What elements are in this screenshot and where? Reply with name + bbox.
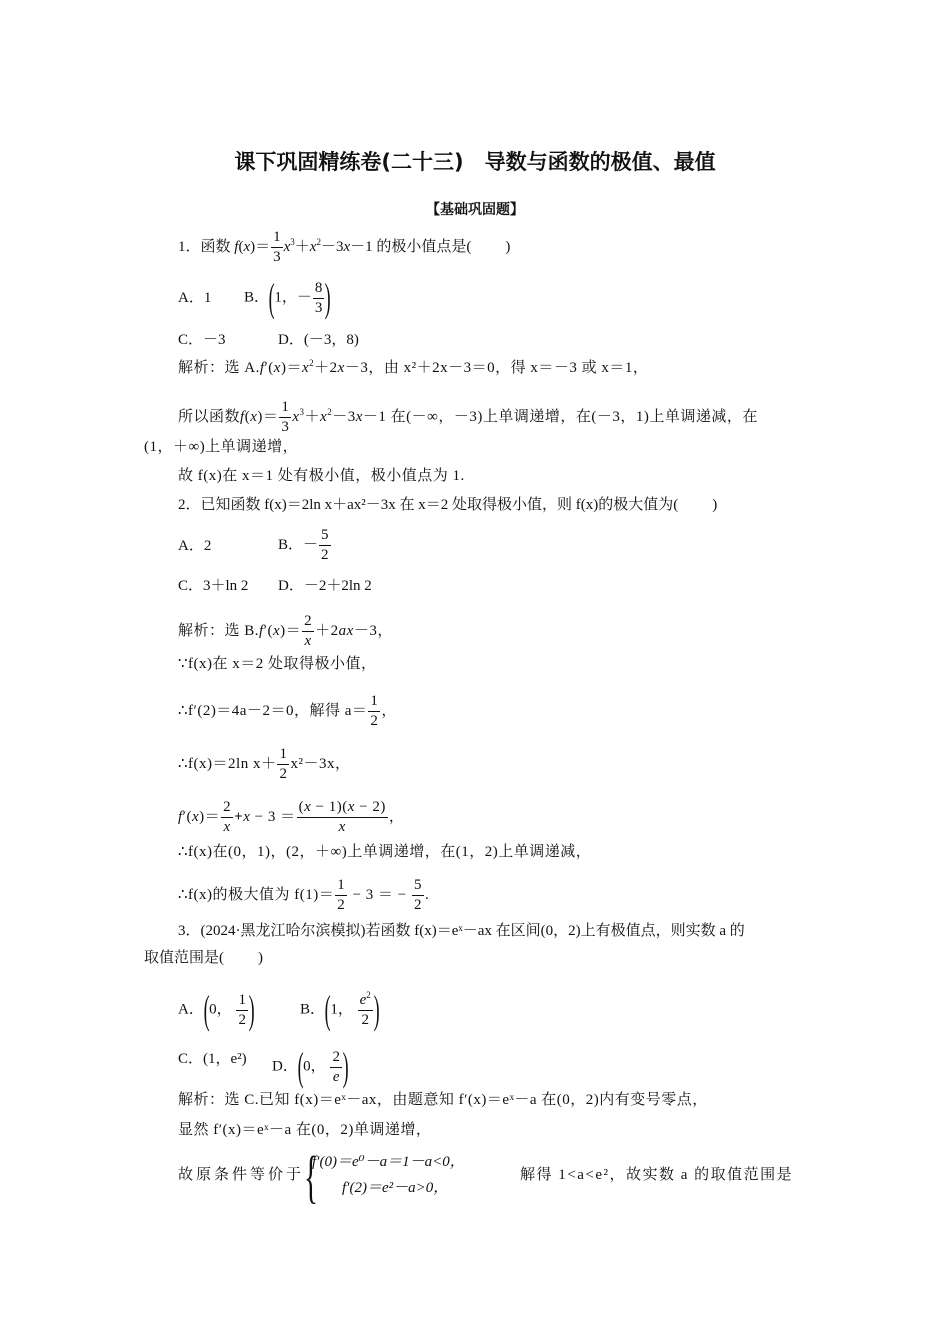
q2-option-c: C．3＋ln 2: [178, 578, 249, 594]
q1-option-a: A．1: [178, 290, 212, 306]
q3-system-row2: f′(2)＝e²－a>0，: [342, 1180, 449, 1196]
q2-option-d: D．－2＋2ln 2: [278, 578, 372, 594]
q3-solution-line3-prefix: 故原条件等价于: [178, 1167, 305, 1183]
q3-stem-line1: 3．(2024·黑龙江哈尔滨模拟)若函数 f(x)＝eˣ－ax 在区间(0，2)上有极值点，则实数 a 的: [178, 923, 745, 939]
q2-solution-line6: ∴f(x)在(0，1)，(2，＋∞)上单调递增，在(1，2)上单调递减，: [178, 844, 592, 860]
q3-system-row1: f′(0)＝e⁰－a＝1－a<0，: [312, 1154, 465, 1170]
q1-stem: 1．函数 f(x)＝ $\frac{1}{3}$ $x^3+x^2-3x-1$ 的极小值点是( ): [178, 229, 511, 265]
q3-option-d: D．(0， $\frac{2}{e}$ ): [272, 1044, 349, 1089]
q3-equation-system: [304, 1144, 514, 1209]
q3-option-c: C．(1，e²): [178, 1051, 247, 1067]
q2-option-a: A．2: [178, 538, 212, 554]
q1-solution-line2: 所以函数f(x)＝ $\frac{1}{3}$ $x^3+x^2-3x-1$ 在(－∞，－3)上单调递增，在(－3，1)上单调递减，在: [178, 399, 758, 435]
q3-solution-line2: 显然 f′(x)＝eˣ－a 在(0，2)单调递增，: [178, 1122, 432, 1138]
q3-option-b: B．(1， $\frac{e^2}{2}$ ): [300, 987, 380, 1032]
q2-stem: 2．已知函数 f(x)＝2ln x＋ax²－3x 在 x＝2 处取得极小值，则 f(x)的极大值为( ): [178, 497, 718, 513]
page-title: 课下巩固精练卷(二十三) 导数与函数的极值、最值: [234, 150, 716, 174]
q1-option-d: D．(－3，8): [278, 332, 359, 348]
q3-stem-line2: 取值范围是( ): [144, 950, 263, 966]
q2-solution-line1: 解析：选 B.f′(x)＝ $\frac{2}{x}$ ＋2ax－3，: [178, 613, 393, 649]
q2-solution-line7: ∴f(x)的极大值为 f(1)＝ $\frac{1}{2}$ − 3 ＝ − $\frac{5}{2}$ .: [178, 877, 430, 913]
q3-solution-line1: 解析：选 C.已知 f(x)＝eˣ－ax，由题意知 f′(x)＝eˣ－a 在(0，2)内有变号零点，: [178, 1092, 708, 1108]
q1-solution-line3: (1，＋∞)上单调递增，: [144, 439, 299, 455]
q1-option-b: B．(1，－ $\frac{8}{3}$ ): [244, 275, 332, 320]
q2-solution-line4: ∴f(x)＝2ln x＋ $\frac{1}{2}$ x²－3x，: [178, 746, 351, 782]
q2-option-b: B．－ $\frac{5}{2}$: [278, 527, 329, 563]
q2-solution-line2: ∵f(x)在 x＝2 处取得极小值，: [178, 656, 377, 672]
q3-option-a: A．(0， $\frac{1}{2}$ ): [178, 987, 255, 1032]
q1-solution-line4: 故 f(x)在 x＝1 处有极小值，极小值点为 1.: [178, 468, 465, 484]
q1-solution-line1: 解析：选 $A.f'(x)=x^2+2x-3$，由 x²＋2x－3＝0，得 x＝－3 或 x＝1，: [178, 358, 649, 376]
q2-solution-line3: ∴f′(2)＝4a－2＝0，解得 a＝ $\frac{1}{2}$ ，: [178, 693, 397, 729]
left-brace-icon: {: [304, 1144, 318, 1209]
section-heading: 【基础巩固题】: [426, 202, 524, 218]
q1-option-c: C．－3: [178, 332, 226, 348]
q3-solution-line3-suffix: 解得 1<a<e²，故实数 a 的取值范围是: [520, 1167, 794, 1183]
q2-solution-line5: f′(x)＝ $\frac{2}{x}$ +x − 3 ＝ $\frac{(x - 1)(x - 2)}{x}$ ，: [178, 799, 405, 835]
